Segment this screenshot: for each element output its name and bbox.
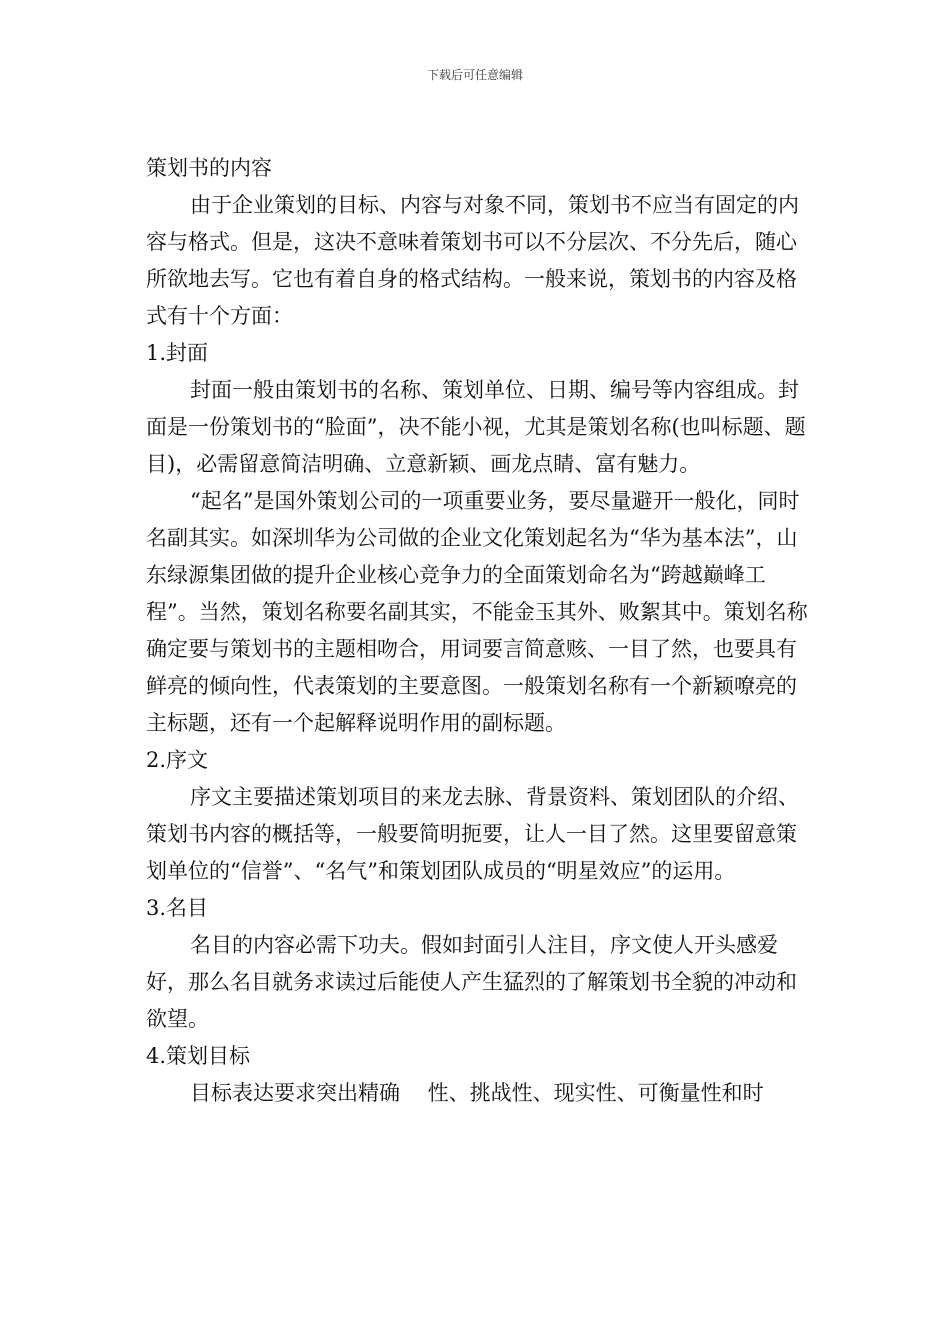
section-paragraph: 封面一般由策划书的名称、策划单位、日期、编号等内容组成。封面是一份策划书的“脸面”，决不能小视，尤其是策划名称(也叫标题、题目)，必需留意简洁明确、立意新颖、画龙点睛、富有魅力。 [146,378,806,476]
section-heading-contents: 3.名目 [146,896,209,920]
section-paragraph: 序文主要描述策划项目的来龙去脉、背景资料、策划团队的介绍、策划书内容的概括等，一般要简明扼要，让人一目了然。这里要留意策划单位的“信誉”、“名气”和策划团队成员的“明星效应”的运用。 [146,785,799,883]
intro-paragraph: 由于企业策划的目标、内容与对象不同，策划书不应当有固定的内容与格式。但是，这决不意味着策划书可以不分层次、不分先后，随心所欲地去写。它也有着自身的格式结构。一般来说，策划书的内容及格式有十个方面： [146,193,799,328]
page-header: 下载后可任意编辑 [426,68,523,82]
section-paragraph: “起名”是国外策划公司的一项重要业务，要尽量避开一般化，同时名副其实。如深圳华为公司做的企业文化策划起名为“华为基本法”，山东绿源集团做的提升企业核心竞争力的全面策划命名为“跨越巅峰工程”。当然，策划名称要名副其实，不能金玉其外、败絮其中。策划名称确定要与策划书的主题相吻合，用词要言简意赅、一目了然，也要具有鲜亮的倾向性，代表策划的主要意图。一般策划名称有一个新颖嘹亮的主标题，还有一个起解释说明作用的副标题。 [146,489,808,735]
section-heading-preface: 2.序文 [146,748,209,772]
document-body [146,150,808,1112]
document-title: 策划书的内容 [146,156,272,180]
section-heading-cover: 1.封面 [146,341,209,365]
section-heading-objectives: 4.策划目标 [146,1044,251,1068]
section-paragraph: 目标表达要求突出精确 性、挑战性、现实性、可衡量性和时 [190,1081,764,1105]
section-paragraph: 名目的内容必需下功夫。假如封面引人注目，序文使人开头感爱好，那么名目就务求读过后能使人产生猛烈的了解策划书全貌的冲动和欲望。 [146,933,797,1031]
